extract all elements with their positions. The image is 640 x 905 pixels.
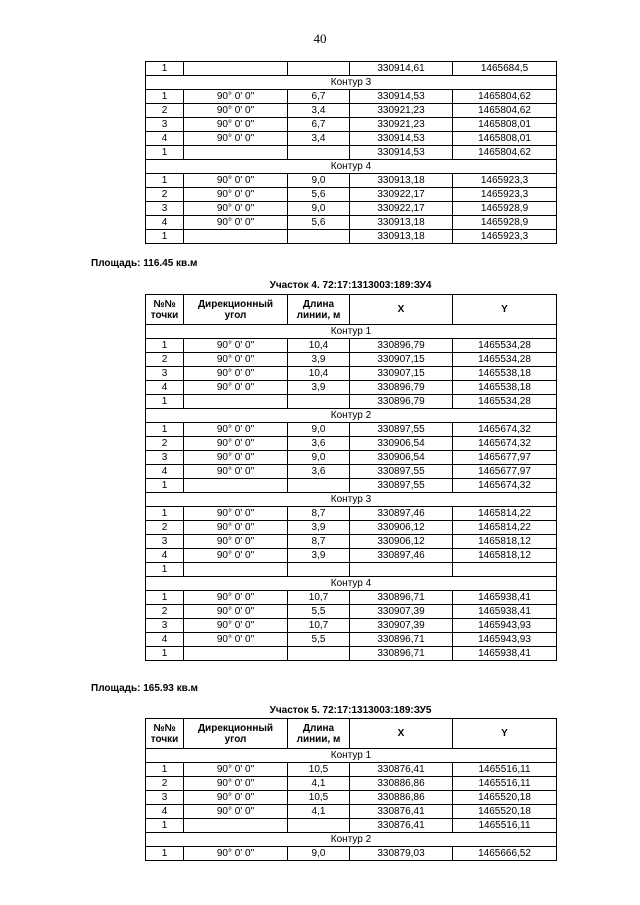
table-cell: 330906,54	[350, 451, 453, 465]
column-header	[184, 719, 288, 749]
header-row	[146, 719, 557, 749]
table-row	[146, 146, 557, 160]
table-cell: 330897,46	[350, 507, 453, 521]
table-cell: 4	[146, 216, 184, 230]
header-row	[146, 295, 557, 325]
table-cell: 330906,12	[350, 535, 453, 549]
table-cell: 1465674,32	[453, 423, 557, 437]
table-cell: 9,0	[288, 174, 350, 188]
table-cell	[184, 647, 288, 661]
contour-row	[146, 577, 557, 591]
table-cell: 90° 0' 0"	[184, 118, 288, 132]
column-header	[453, 295, 557, 325]
column-header-line: линии, м	[296, 733, 341, 745]
table-row	[146, 763, 557, 777]
table-cell: 90° 0' 0"	[184, 132, 288, 146]
table-cell: 1465818,12	[453, 549, 557, 563]
table-cell: 90° 0' 0"	[184, 619, 288, 633]
column-header-line: Y	[501, 728, 508, 739]
table-cell: 330897,55	[350, 465, 453, 479]
table-cell	[350, 563, 453, 577]
contour-label: Контур 3	[146, 493, 557, 507]
table-cell: 1465814,22	[453, 521, 557, 535]
table-cell: 4	[146, 549, 184, 563]
table-cell: 330896,71	[350, 633, 453, 647]
column-header-line: Y	[501, 304, 508, 315]
table-cell: 5,5	[288, 633, 350, 647]
table-cell: 1465516,11	[453, 777, 557, 791]
table-cell: 2	[146, 104, 184, 118]
table-cell: 1	[146, 423, 184, 437]
table-cell: 5,5	[288, 605, 350, 619]
table-cell: 1465534,28	[453, 395, 557, 409]
table-cell: 4	[146, 132, 184, 146]
table-cell: 1	[146, 479, 184, 493]
table-cell: 330921,23	[350, 104, 453, 118]
table-cell: 1465928,9	[453, 216, 557, 230]
table-row	[146, 591, 557, 605]
table-cell: 90° 0' 0"	[184, 591, 288, 605]
table-cell: 9,0	[288, 451, 350, 465]
table-cell: 90° 0' 0"	[184, 777, 288, 791]
table-cell: 10,4	[288, 339, 350, 353]
table-cell: 1465923,3	[453, 174, 557, 188]
column-header	[453, 719, 557, 749]
table-cell: 6,7	[288, 90, 350, 104]
table-cell: 2	[146, 353, 184, 367]
table-cell: 1	[146, 395, 184, 409]
table-cell: 3	[146, 367, 184, 381]
column-header-line: Длина	[302, 298, 335, 310]
table-cell: 330897,55	[350, 423, 453, 437]
table-cell: 330896,79	[350, 381, 453, 395]
table-row	[146, 230, 557, 244]
page-number: 40	[313, 31, 327, 46]
table-cell: 1465534,28	[453, 353, 557, 367]
table-cell: 3,9	[288, 521, 350, 535]
table-row	[146, 216, 557, 230]
table-cell	[288, 563, 350, 577]
table-cell: 5,6	[288, 216, 350, 230]
table-cell: 1465520,18	[453, 791, 557, 805]
table-cell: 1465938,41	[453, 647, 557, 661]
table-cell: 3	[146, 619, 184, 633]
table-cell: 1465943,93	[453, 619, 557, 633]
column-header-line: точки	[150, 733, 179, 745]
table-cell: 4	[146, 805, 184, 819]
contour-row	[146, 76, 557, 90]
contour-row	[146, 160, 557, 174]
table-cell: 1465804,62	[453, 90, 557, 104]
table-row	[146, 423, 557, 437]
table-row	[146, 451, 557, 465]
section-title: Участок 4. 72:17:1313003:189:ЗУ4	[269, 280, 432, 291]
table-cell: 90° 0' 0"	[184, 202, 288, 216]
table-cell: 330914,53	[350, 132, 453, 146]
table-cell: 90° 0' 0"	[184, 521, 288, 535]
table-cell: 9,0	[288, 423, 350, 437]
table-cell: 2	[146, 188, 184, 202]
table-cell: 330876,41	[350, 763, 453, 777]
table-row	[146, 647, 557, 661]
contour-row	[146, 325, 557, 339]
table-body	[146, 749, 557, 861]
table-cell	[288, 395, 350, 409]
table-cell: 1465928,9	[453, 202, 557, 216]
table-cell: 5,6	[288, 188, 350, 202]
table-row	[146, 633, 557, 647]
table-cell	[184, 395, 288, 409]
table-cell: 2	[146, 605, 184, 619]
table-cell: 90° 0' 0"	[184, 339, 288, 353]
table-cell: 4	[146, 381, 184, 395]
table-cell: 90° 0' 0"	[184, 633, 288, 647]
table-cell: 1	[146, 563, 184, 577]
table-cell: 1	[146, 847, 184, 861]
table-cell	[184, 230, 288, 244]
table-cell: 1	[146, 339, 184, 353]
table-cell	[184, 479, 288, 493]
table-cell: 2	[146, 521, 184, 535]
table-cell: 4,1	[288, 805, 350, 819]
coordinates-table-plot-4	[145, 294, 557, 661]
table-cell: 10,5	[288, 763, 350, 777]
table-cell: 3,4	[288, 104, 350, 118]
table-row	[146, 381, 557, 395]
table-cell: 1	[146, 230, 184, 244]
table-row	[146, 507, 557, 521]
contour-label: Контур 4	[146, 577, 557, 591]
table-cell: 330897,46	[350, 549, 453, 563]
table-cell: 10,7	[288, 619, 350, 633]
table-cell	[288, 479, 350, 493]
contour-label: Контур 4	[146, 160, 557, 174]
table-cell: 1	[146, 647, 184, 661]
table-cell: 3	[146, 202, 184, 216]
table-row	[146, 777, 557, 791]
table-cell: 3,9	[288, 381, 350, 395]
table-cell: 1465677,97	[453, 451, 557, 465]
table-cell: 90° 0' 0"	[184, 174, 288, 188]
column-header	[146, 719, 184, 749]
table-row	[146, 791, 557, 805]
table-cell: 2	[146, 437, 184, 451]
table-cell: 1465674,32	[453, 479, 557, 493]
table-cell: 330922,17	[350, 202, 453, 216]
table-cell: 330906,12	[350, 521, 453, 535]
table-cell: 1	[146, 763, 184, 777]
table-cell: 1	[146, 591, 184, 605]
table-row	[146, 805, 557, 819]
table-cell: 330922,17	[350, 188, 453, 202]
column-header-line: линии, м	[296, 309, 341, 321]
table-cell: 90° 0' 0"	[184, 437, 288, 451]
table-cell: 330906,54	[350, 437, 453, 451]
table-cell: 3,9	[288, 549, 350, 563]
table-row	[146, 132, 557, 146]
table-row	[146, 367, 557, 381]
contour-label: Контур 3	[146, 76, 557, 90]
table-cell: 3,4	[288, 132, 350, 146]
table-cell: 330907,15	[350, 353, 453, 367]
table-cell: 10,5	[288, 791, 350, 805]
table-row	[146, 521, 557, 535]
table-cell: 4	[146, 633, 184, 647]
table-row	[146, 118, 557, 132]
table-cell: 8,7	[288, 507, 350, 521]
table-cell: 330913,18	[350, 174, 453, 188]
table-cell: 1465804,62	[453, 146, 557, 160]
table-cell: 1465538,18	[453, 367, 557, 381]
column-header	[288, 719, 350, 749]
table-cell: 1465684,5	[453, 62, 557, 76]
table-cell: 90° 0' 0"	[184, 507, 288, 521]
table-cell	[288, 819, 350, 833]
contour-label: Контур 2	[146, 833, 557, 847]
section-title: Участок 5. 72:17:1313003:189:ЗУ5	[269, 705, 432, 716]
table-cell: 330897,55	[350, 479, 453, 493]
table-cell: 1	[146, 174, 184, 188]
table-row	[146, 535, 557, 549]
table-row	[146, 847, 557, 861]
table-cell: 90° 0' 0"	[184, 791, 288, 805]
contour-row	[146, 493, 557, 507]
table-cell: 90° 0' 0"	[184, 763, 288, 777]
table-row	[146, 353, 557, 367]
table-cell: 3	[146, 535, 184, 549]
column-header-line: Дирекционный	[197, 722, 274, 734]
table-cell: 330876,41	[350, 819, 453, 833]
table-cell: 1465938,41	[453, 591, 557, 605]
table-cell: 10,4	[288, 367, 350, 381]
column-header	[288, 295, 350, 325]
table-cell: 3	[146, 451, 184, 465]
table-row	[146, 437, 557, 451]
table-cell	[288, 62, 350, 76]
table-cell: 330886,86	[350, 777, 453, 791]
contour-label: Контур 1	[146, 749, 557, 763]
table-cell: 90° 0' 0"	[184, 549, 288, 563]
table-cell: 1465804,62	[453, 104, 557, 118]
table-cell: 6,7	[288, 118, 350, 132]
table-cell: 8,7	[288, 535, 350, 549]
table-cell: 330921,23	[350, 118, 453, 132]
table-cell: 90° 0' 0"	[184, 367, 288, 381]
table-cell: 1465534,28	[453, 339, 557, 353]
column-header-line: №№	[153, 298, 176, 310]
table-cell: 330876,41	[350, 805, 453, 819]
column-header-line: X	[397, 304, 405, 315]
table-cell: 330907,39	[350, 619, 453, 633]
table-cell: 90° 0' 0"	[184, 847, 288, 861]
table-cell: 1465814,22	[453, 507, 557, 521]
table-row	[146, 465, 557, 479]
table-cell	[288, 647, 350, 661]
table-cell: 90° 0' 0"	[184, 90, 288, 104]
table-cell: 1	[146, 62, 184, 76]
table-cell: 1465943,93	[453, 633, 557, 647]
table-cell: 1465923,3	[453, 230, 557, 244]
table-row	[146, 62, 557, 76]
table-cell: 3,9	[288, 353, 350, 367]
table-row	[146, 819, 557, 833]
coordinates-table-continued	[145, 61, 557, 244]
table-cell: 1465938,41	[453, 605, 557, 619]
table-cell: 90° 0' 0"	[184, 381, 288, 395]
table-cell: 9,0	[288, 847, 350, 861]
table-cell: 1465808,01	[453, 118, 557, 132]
table-cell	[288, 230, 350, 244]
table-row	[146, 619, 557, 633]
table-cell: 4,1	[288, 777, 350, 791]
table-cell: 10,7	[288, 591, 350, 605]
table-cell: 330896,71	[350, 591, 453, 605]
table-cell: 330913,18	[350, 216, 453, 230]
table-body	[146, 62, 557, 244]
table-cell: 1465674,32	[453, 437, 557, 451]
table-cell: 330896,79	[350, 339, 453, 353]
table-cell: 1465520,18	[453, 805, 557, 819]
table-row	[146, 479, 557, 493]
table-cell: 330914,53	[350, 146, 453, 160]
table-cell	[184, 146, 288, 160]
table-cell: 1465677,97	[453, 465, 557, 479]
column-header-line: точки	[150, 309, 179, 321]
table-cell: 330896,71	[350, 647, 453, 661]
table-row	[146, 188, 557, 202]
table-cell: 90° 0' 0"	[184, 465, 288, 479]
table-cell: 3	[146, 791, 184, 805]
table-cell: 330907,39	[350, 605, 453, 619]
table-cell: 90° 0' 0"	[184, 535, 288, 549]
table-cell: 330879,03	[350, 847, 453, 861]
table-cell: 90° 0' 0"	[184, 353, 288, 367]
table-cell: 330913,18	[350, 230, 453, 244]
table-cell: 330907,15	[350, 367, 453, 381]
table-cell: 330886,86	[350, 791, 453, 805]
column-header-line: Дирекционный	[197, 298, 274, 310]
table-cell: 3,6	[288, 465, 350, 479]
table-row	[146, 90, 557, 104]
contour-label: Контур 2	[146, 409, 557, 423]
table-body	[146, 325, 557, 661]
table-header	[146, 295, 557, 325]
table-cell: 1465818,12	[453, 535, 557, 549]
column-header-line: угол	[224, 309, 247, 321]
contour-row	[146, 409, 557, 423]
table-cell: 4	[146, 465, 184, 479]
table-row	[146, 563, 557, 577]
column-header	[184, 295, 288, 325]
table-cell	[453, 563, 557, 577]
table-cell: 90° 0' 0"	[184, 216, 288, 230]
table-cell: 90° 0' 0"	[184, 605, 288, 619]
table-row	[146, 202, 557, 216]
column-header	[350, 719, 453, 749]
area-label: Площадь: 165.93 кв.м	[91, 683, 198, 694]
table-row	[146, 395, 557, 409]
table-cell: 90° 0' 0"	[184, 188, 288, 202]
table-cell: 3,6	[288, 437, 350, 451]
column-header-line: Длина	[302, 722, 335, 734]
table-cell: 1465516,11	[453, 763, 557, 777]
table-cell	[184, 563, 288, 577]
table-cell	[184, 62, 288, 76]
table-row	[146, 339, 557, 353]
contour-label: Контур 1	[146, 325, 557, 339]
table-cell: 330896,79	[350, 395, 453, 409]
table-cell	[184, 819, 288, 833]
table-row	[146, 104, 557, 118]
column-header-line: угол	[224, 733, 247, 745]
table-cell: 1	[146, 146, 184, 160]
table-cell: 1	[146, 819, 184, 833]
table-header	[146, 719, 557, 749]
contour-row	[146, 749, 557, 763]
table-row	[146, 549, 557, 563]
table-cell: 2	[146, 777, 184, 791]
table-cell: 3	[146, 118, 184, 132]
table-cell: 9,0	[288, 202, 350, 216]
coordinates-table-plot-5	[145, 718, 557, 861]
table-cell: 1	[146, 90, 184, 104]
table-row	[146, 605, 557, 619]
table-cell: 330914,61	[350, 62, 453, 76]
table-cell: 1465516,11	[453, 819, 557, 833]
table-cell: 1465666,52	[453, 847, 557, 861]
column-header	[146, 295, 184, 325]
table-cell: 90° 0' 0"	[184, 451, 288, 465]
table-cell: 90° 0' 0"	[184, 104, 288, 118]
table-cell	[288, 146, 350, 160]
table-cell: 1	[146, 507, 184, 521]
column-header-line: №№	[153, 722, 176, 734]
table-cell: 1465538,18	[453, 381, 557, 395]
column-header-line: X	[397, 728, 405, 739]
area-label: Площадь: 116.45 кв.м	[91, 258, 198, 269]
table-cell: 90° 0' 0"	[184, 805, 288, 819]
table-cell: 1465923,3	[453, 188, 557, 202]
table-cell: 1465808,01	[453, 132, 557, 146]
table-row	[146, 174, 557, 188]
table-cell: 330914,53	[350, 90, 453, 104]
column-header	[350, 295, 453, 325]
contour-row	[146, 833, 557, 847]
table-cell: 90° 0' 0"	[184, 423, 288, 437]
